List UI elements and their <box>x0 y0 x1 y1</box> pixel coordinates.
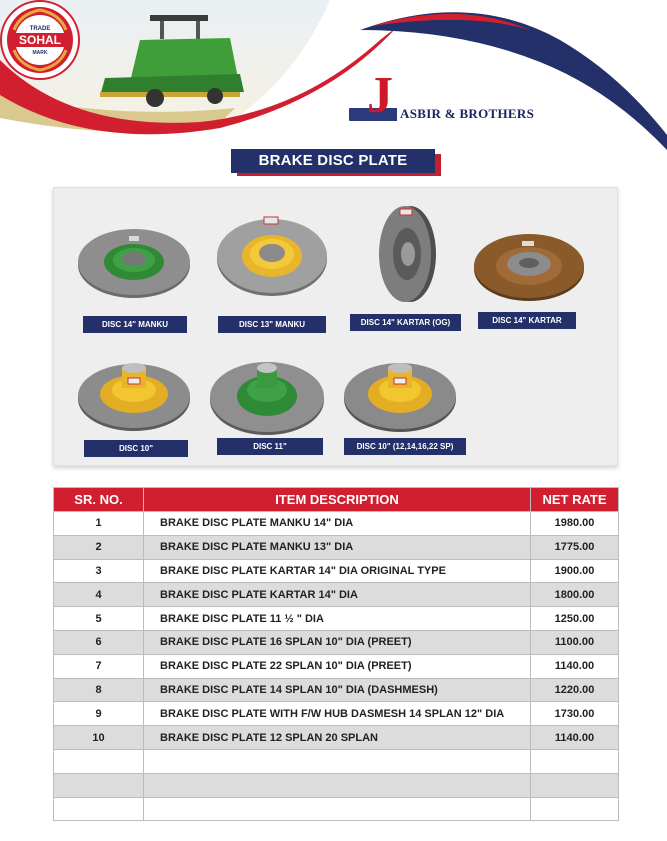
table-row <box>54 559 619 583</box>
table-row <box>54 773 619 797</box>
cell-rate: 1730.00 <box>531 702 619 726</box>
cell-sr: 9 <box>54 702 144 726</box>
cell-rate <box>531 797 619 821</box>
sohal-trademark-seal <box>0 0 80 80</box>
header-sr-no: SR. NO. <box>54 488 144 512</box>
cell-desc <box>144 773 531 797</box>
cell-sr: 7 <box>54 654 144 678</box>
cell-sr: 4 <box>54 583 144 607</box>
logo-initial: J <box>367 67 393 124</box>
cell-rate: 1800.00 <box>531 583 619 607</box>
cell-sr: 8 <box>54 678 144 702</box>
cell-sr <box>54 749 144 773</box>
product-label-5: DISC 10" <box>84 440 188 457</box>
page-title: BRAKE DISC PLATE <box>231 149 435 173</box>
cell-desc: BRAKE DISC PLATE 16 SPLAN 10" DIA (PREET) <box>144 630 531 654</box>
product-label-7: DISC 10" (12,14,16,22 SP) <box>344 438 466 455</box>
company-logo <box>349 67 539 124</box>
cell-sr: 1 <box>54 512 144 536</box>
product-label-3: DISC 14" KARTAR (OG) <box>350 314 461 331</box>
page-title-banner <box>231 149 441 176</box>
cell-desc: BRAKE DISC PLATE KARTAR 14" DIA ORIGINAL TYPE <box>144 559 531 583</box>
cell-rate: 1140.00 <box>531 654 619 678</box>
cell-sr: 10 <box>54 726 144 750</box>
cell-rate: 1775.00 <box>531 535 619 559</box>
disc-14-manku-image <box>76 222 192 302</box>
cell-sr: 6 <box>54 630 144 654</box>
table-row <box>54 749 619 773</box>
cell-desc: BRAKE DISC PLATE 12 SPLAN 20 SPLAN <box>144 726 531 750</box>
disc-10-image <box>76 360 192 434</box>
cell-desc: BRAKE DISC PLATE MANKU 14" DIA <box>144 512 531 536</box>
cell-rate: 1980.00 <box>531 512 619 536</box>
seal-bottom-text: MARK <box>32 50 48 56</box>
cell-rate: 1100.00 <box>531 630 619 654</box>
table-row <box>54 583 619 607</box>
seal-name-text: SOHAL <box>19 33 61 47</box>
cell-rate: 1900.00 <box>531 559 619 583</box>
price-table <box>53 487 619 821</box>
cell-desc: BRAKE DISC PLATE 14 SPLAN 10" DIA (DASHMESH) <box>144 678 531 702</box>
cell-sr <box>54 773 144 797</box>
cell-rate: 1250.00 <box>531 607 619 631</box>
seal-top-text: TRADE <box>29 26 51 32</box>
cell-desc: BRAKE DISC PLATE MANKU 13" DIA <box>144 535 531 559</box>
cell-sr: 2 <box>54 535 144 559</box>
disc-14-kartar-og-image <box>372 204 442 304</box>
cell-sr: 5 <box>54 607 144 631</box>
cell-sr: 3 <box>54 559 144 583</box>
disc-14-kartar-image <box>472 230 586 304</box>
cell-sr <box>54 797 144 821</box>
cell-desc: BRAKE DISC PLATE KARTAR 14" DIA <box>144 583 531 607</box>
cell-desc: BRAKE DISC PLATE 11 ½ " DIA <box>144 607 531 631</box>
cell-rate <box>531 773 619 797</box>
cell-desc <box>144 749 531 773</box>
company-name: ASBIR & BROTHERS <box>397 106 537 122</box>
cell-desc: BRAKE DISC PLATE WITH F/W HUB DASMESH 14 SPLAN 12" DIA <box>144 702 531 726</box>
product-label-2: DISC 13" MANKU <box>218 316 326 333</box>
disc-10-splined-image <box>342 358 458 434</box>
table-row <box>54 512 619 536</box>
disc-11-image <box>208 352 326 438</box>
table-row <box>54 702 619 726</box>
header-banner <box>0 0 667 150</box>
header-item-description: ITEM DESCRIPTION <box>144 488 531 512</box>
cell-desc: BRAKE DISC PLATE 22 SPLAN 10" DIA (PREET) <box>144 654 531 678</box>
product-label-6: DISC 11" <box>217 438 323 455</box>
header-swoosh-graphic <box>0 0 667 150</box>
product-label-1: DISC 14" MANKU <box>83 316 187 333</box>
table-row <box>54 535 619 559</box>
table-row <box>54 607 619 631</box>
product-label-4: DISC 14" KARTAR <box>478 312 576 329</box>
table-row <box>54 678 619 702</box>
product-gallery <box>53 187 618 466</box>
table-header-row <box>54 488 619 512</box>
header-net-rate: NET RATE <box>531 488 619 512</box>
table-row <box>54 797 619 821</box>
cell-desc <box>144 797 531 821</box>
cell-rate: 1220.00 <box>531 678 619 702</box>
table-row <box>54 654 619 678</box>
table-row <box>54 630 619 654</box>
cell-rate: 1140.00 <box>531 726 619 750</box>
disc-13-manku-image <box>214 212 330 300</box>
cell-rate <box>531 749 619 773</box>
table-row <box>54 726 619 750</box>
